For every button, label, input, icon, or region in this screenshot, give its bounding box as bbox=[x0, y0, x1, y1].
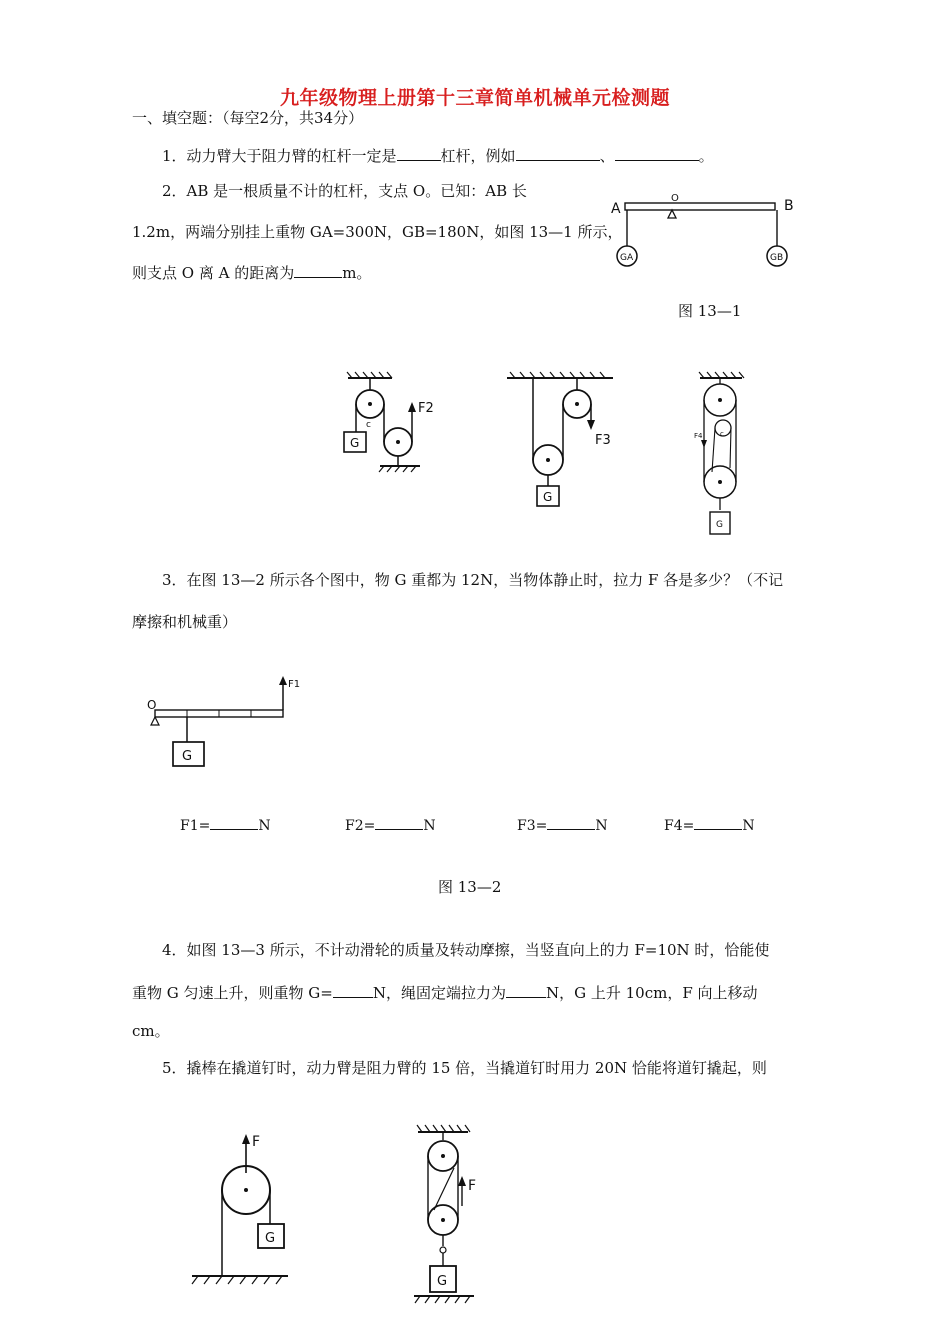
label-ga: GA bbox=[620, 253, 634, 263]
figure-13-3-movable-pulley bbox=[188, 1128, 303, 1298]
figure-13-3-pulley-block bbox=[410, 1120, 490, 1310]
figure-13-1-caption: 图 13—1 bbox=[678, 302, 742, 320]
q2-line-2: 1.2m，两端分别挂上重物 GA=300N，GB=180N，如图 13—1 所示， bbox=[132, 223, 623, 241]
svg-text:G: G bbox=[543, 490, 553, 504]
label-gb: GB bbox=[770, 253, 784, 263]
answer-f2-blank[interactable] bbox=[375, 815, 423, 830]
svg-text:c: c bbox=[720, 430, 724, 438]
svg-text:G: G bbox=[182, 749, 193, 764]
q1-text-d: 。 bbox=[698, 147, 714, 165]
answer-f4-blank[interactable] bbox=[694, 815, 742, 830]
q4-line-3: cm。 bbox=[132, 1022, 170, 1040]
question-1 bbox=[162, 146, 714, 166]
q1-blank-2[interactable] bbox=[516, 146, 600, 161]
q1-blank-3[interactable] bbox=[615, 146, 699, 161]
figure-13-2-lever bbox=[142, 672, 302, 772]
q1-blank-1[interactable] bbox=[397, 146, 441, 161]
section-heading: 一、填空题：（每空2分，共34分） bbox=[132, 109, 364, 127]
q3-line-1: 3．在图 13—2 所示各个图中，物 G 重都为 12N，当物体静止时，拉力 F 各是多少？（不记 bbox=[162, 571, 784, 589]
q2-text-b: m。 bbox=[342, 264, 372, 282]
svg-text:G: G bbox=[437, 1274, 448, 1289]
answer-f2: F2= N bbox=[345, 815, 436, 836]
q2-blank[interactable] bbox=[294, 263, 342, 278]
label-o: O bbox=[147, 698, 157, 712]
svg-text:c: c bbox=[366, 420, 371, 430]
figure-13-2-pulley-2 bbox=[340, 370, 450, 480]
q2-line-3 bbox=[132, 263, 371, 283]
label-f2: F2 bbox=[418, 401, 434, 416]
q4-blank-2[interactable] bbox=[506, 983, 546, 998]
label-f: F bbox=[468, 1178, 477, 1194]
label-o: O bbox=[671, 193, 679, 204]
q1-text-a: 1．动力臂大于阻力臂的杠杆一定是 bbox=[162, 147, 397, 165]
figure-13-2-pulley-4 bbox=[690, 372, 760, 540]
figure-13-2-caption: 图 13—2 bbox=[438, 878, 502, 896]
q4-blank-1[interactable] bbox=[333, 983, 373, 998]
q4-line-1: 4．如图 13—3 所示，不计动滑轮的质量及转动摩擦，当竖直向上的力 F=10N 时，恰能使 bbox=[162, 941, 770, 959]
page-title: 九年级物理上册第十三章简单机械单元检测题 bbox=[279, 87, 670, 109]
label-a: A bbox=[611, 201, 621, 217]
label-f1: F1 bbox=[288, 679, 301, 690]
figure-13-1 bbox=[605, 188, 805, 276]
q1-text-c: 、 bbox=[599, 147, 615, 165]
answer-f3-blank[interactable] bbox=[547, 815, 595, 830]
answer-f3: F3= N bbox=[517, 815, 608, 836]
lever-bar bbox=[625, 203, 775, 210]
figure-13-2-pulley-3 bbox=[505, 372, 620, 512]
q1-text-b: 杠杆，例如 bbox=[440, 147, 516, 165]
q2-text-a: 则支点 O 离 A 的距离为 bbox=[132, 264, 295, 282]
q2-line-1: 2．AB 是一根质量不计的杠杆，支点 O。已知：AB 长 bbox=[162, 182, 527, 200]
label-f3: F3 bbox=[595, 433, 611, 448]
label-f: F bbox=[252, 1134, 261, 1150]
svg-text:G: G bbox=[265, 1231, 276, 1246]
svg-text:G: G bbox=[716, 520, 723, 530]
svg-text:G: G bbox=[350, 436, 360, 450]
answer-f1-blank[interactable] bbox=[210, 815, 258, 830]
label-b: B bbox=[784, 198, 794, 214]
q5-line-1: 5．撬棒在撬道钉时，动力臂是阻力臂的 15 倍，当撬道钉时用力 20N 恰能将道钉撬起，则 bbox=[162, 1059, 767, 1077]
answer-f4: F4= N bbox=[664, 815, 755, 836]
label-f4: F4 bbox=[694, 432, 703, 440]
q4-line-2: 重物 G 匀速上升，则重物 G= N，绳固定端拉力为 N，G 上升 10cm，F 向上移动 bbox=[132, 984, 758, 1002]
answer-f1: F1= N bbox=[180, 815, 271, 836]
fulcrum bbox=[668, 210, 676, 218]
q3-line-2: 摩擦和机械重） bbox=[132, 613, 238, 631]
